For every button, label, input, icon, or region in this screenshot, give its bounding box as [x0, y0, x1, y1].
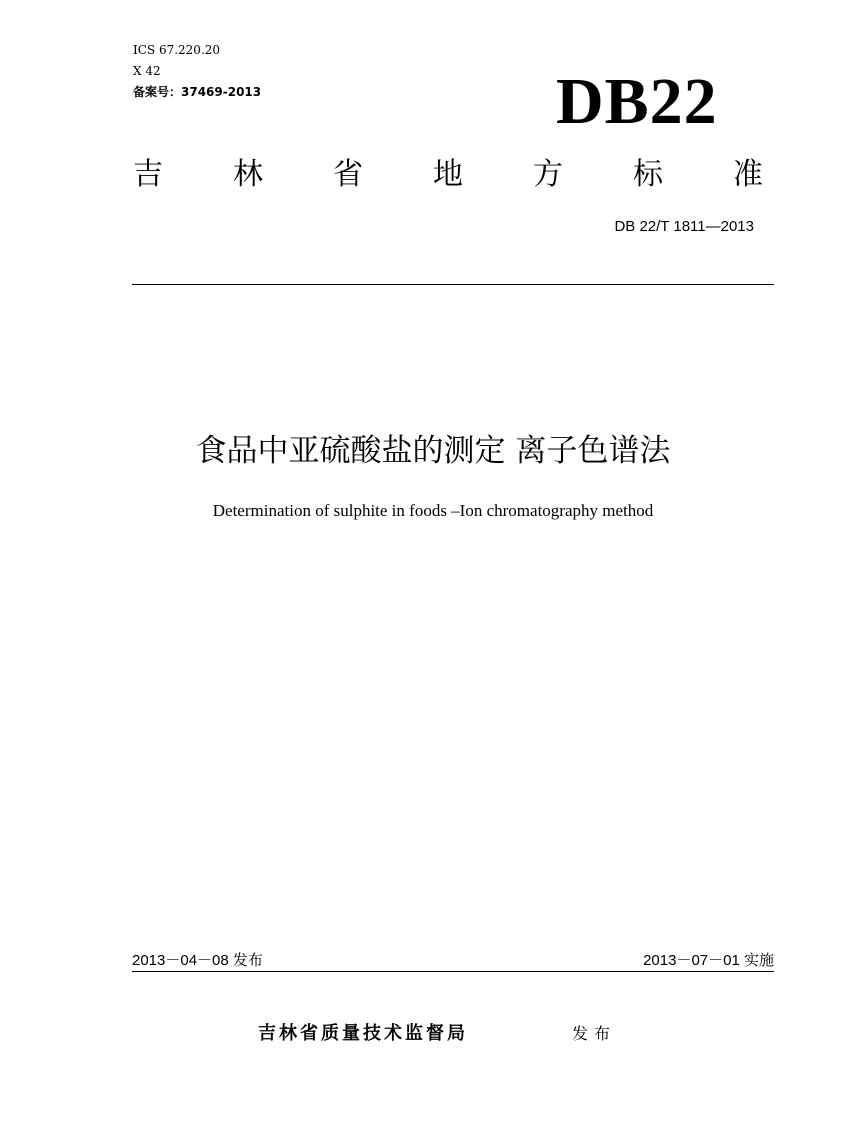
standard-type-char: 标 — [633, 157, 663, 192]
standard-type-char: 方 — [533, 157, 563, 192]
issue-date: 2013－04－08 发布 — [132, 952, 263, 969]
standard-code-logo: DB22 — [556, 65, 718, 138]
ccs-code: X 42 — [133, 64, 161, 78]
implementation-date: 2013－07－01 实施 — [643, 952, 774, 969]
filing-number: 备案号：37469-2013 — [133, 85, 262, 99]
document-title-chinese: 食品中亚硫酸盐的测定 离子色谱法 — [195, 433, 671, 469]
standard-type-char: 林 — [233, 157, 263, 192]
classification-block — [133, 40, 261, 103]
standard-type-char: 省 — [333, 157, 363, 192]
standard-type-char: 地 — [433, 157, 463, 192]
standard-type-heading — [133, 152, 763, 198]
standard-type-char: 吉 — [133, 157, 163, 192]
standard-number: DB 22/T 1811—2013 — [614, 218, 754, 235]
issue-label: 发布 — [572, 1024, 617, 1043]
top-divider — [132, 284, 774, 285]
ics-code: ICS 67.220.20 — [133, 43, 221, 57]
bottom-divider — [132, 971, 774, 972]
issuing-authority: 吉林省质量技术监督局 — [258, 1023, 468, 1044]
document-title-english: Determination of sulphite in foods –Ion chromatography method — [212, 501, 654, 520]
standard-type-char: 准 — [733, 157, 763, 192]
